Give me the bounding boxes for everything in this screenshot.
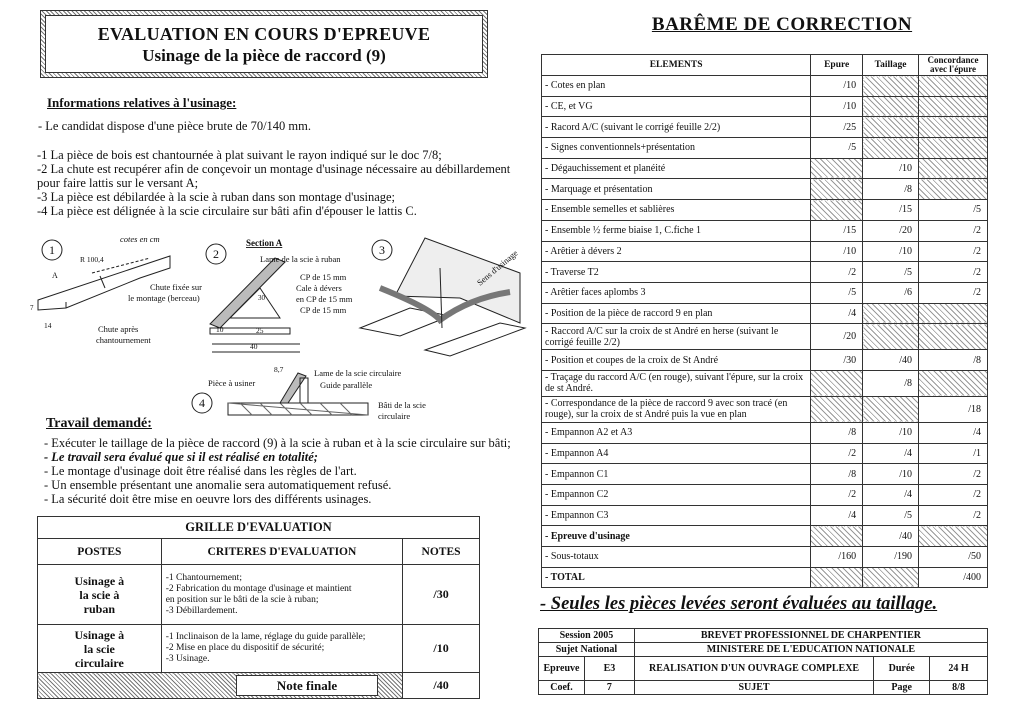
- bareme-taillage-cell: [863, 138, 919, 159]
- title-box: [40, 10, 488, 78]
- bareme-row: [542, 526, 988, 547]
- bareme-element: - Ensemble ½ ferme biaise 1, C.fiche 1: [542, 220, 811, 241]
- bareme-taillage-cell: /190: [863, 547, 919, 568]
- bareme-taillage-cell: /15: [863, 200, 919, 221]
- bareme-epure-cell: [811, 200, 863, 221]
- fig4-dim: 8,7: [274, 365, 284, 374]
- concordance-line: avec l'épure: [929, 64, 977, 74]
- fig2-cp15b: CP de 15 mm: [300, 305, 347, 315]
- title-line-1: EVALUATION EN COURS D'EPREUVE: [97, 24, 431, 44]
- bareme-epure-cell: /10: [811, 241, 863, 262]
- bareme-epure-cell: [811, 179, 863, 200]
- bareme-epure-cell: /20: [811, 324, 863, 350]
- bareme-element: - TOTAL: [542, 567, 811, 588]
- poste-line: la scie: [83, 641, 115, 656]
- bareme-title: BARÊME DE CORRECTION: [651, 14, 913, 35]
- fig2-cp15: CP de 15 mm: [300, 272, 347, 282]
- fig4-number: 4: [199, 396, 205, 410]
- infos-heading: Informations relatives à l'usinage:: [47, 95, 237, 110]
- footer-table: [538, 628, 988, 695]
- bareme-row: [542, 76, 988, 97]
- infos-step: pour faire lattis sur le versant A;: [37, 176, 199, 190]
- grille-note: /10: [403, 625, 480, 673]
- fig1-dim-7: 7: [30, 304, 34, 312]
- footer-page: 8/8: [930, 681, 988, 695]
- fig4-bati2: circulaire: [378, 411, 411, 421]
- bareme-element: - Arêtier à dévers 2: [542, 241, 811, 262]
- critere-line: -3 Débillardement.: [165, 605, 238, 616]
- travail-item: - Le montage d'usinage doit être réalisé dans les règles de l'art.: [44, 464, 357, 478]
- bareme-taillage-cell: /10: [863, 464, 919, 485]
- fig1-chute-apres: Chute après: [98, 324, 139, 334]
- bareme-conc-cell: [919, 138, 988, 159]
- bareme-row: [542, 241, 988, 262]
- critere-line: -3 Usinage.: [165, 654, 210, 664]
- grille-note: /30: [403, 565, 480, 625]
- poste-line: la scie à: [79, 587, 120, 602]
- bareme-epure-cell: [811, 567, 863, 588]
- bareme-taillage-cell: /10: [863, 422, 919, 443]
- poste-line: ruban: [83, 601, 116, 616]
- bareme-taillage-cell: /5: [863, 262, 919, 283]
- travail-list: [44, 436, 534, 506]
- bareme-element: - Dégauchissement et planéité: [542, 158, 811, 179]
- fig1-chantournement: chantournement: [96, 335, 151, 345]
- fig2-dim30: 30: [258, 294, 265, 302]
- bareme-row: [542, 485, 988, 506]
- travail-item: - Le travail sera évalué que si il est réalisé en totalité;: [44, 450, 318, 464]
- bareme-taillage-cell: [863, 303, 919, 324]
- grille-title: GRILLE D'EVALUATION: [38, 517, 480, 539]
- bareme-row: [542, 96, 988, 117]
- footer-page-label: Page: [874, 681, 930, 695]
- footer-ministere: MINISTERE DE L'EDUCATION NATIONALE: [634, 643, 987, 657]
- bareme-conc-cell: /4: [919, 422, 988, 443]
- bareme-epure-cell: /2: [811, 443, 863, 464]
- bareme-row: [542, 464, 988, 485]
- poste-line: circulaire: [74, 655, 124, 670]
- bareme-element: - Sous-totaux: [542, 547, 811, 568]
- fig1-dim-14: 14: [44, 321, 52, 330]
- grille-final-row: [38, 673, 403, 699]
- infos-steps: [37, 148, 527, 218]
- footer-session: Session 2005: [539, 629, 635, 643]
- bareme-taillage-cell: [863, 324, 919, 350]
- bareme-conc-cell: /2: [919, 241, 988, 262]
- bareme-epure-cell: /8: [811, 422, 863, 443]
- bareme-element: - Marquage et présentation: [542, 179, 811, 200]
- bareme-taillage-cell: /10: [863, 158, 919, 179]
- infos-step: -4 La pièce est délignée à la scie circulaire sur bâti afin d'épouser le lattis C.: [37, 204, 417, 218]
- bareme-epure-cell: /2: [811, 485, 863, 506]
- figure-3: [360, 238, 525, 356]
- bareme-conc-cell: [919, 324, 988, 350]
- fig1-radius: R 100,4: [80, 255, 104, 264]
- bareme-epure-cell: /5: [811, 282, 863, 303]
- footer-epreuve-label: Epreuve: [539, 657, 585, 681]
- bareme-conc-cell: /2: [919, 220, 988, 241]
- fig1-montage: le montage (berceau): [128, 293, 200, 303]
- bareme-row: [542, 547, 988, 568]
- bareme-element: - Raccord A/C sur la croix de st André en herse (suivant le corrigé feuille 2/2): [542, 324, 811, 350]
- footer-duree-label: Durée: [874, 657, 930, 681]
- bareme-conc-cell: [919, 158, 988, 179]
- bareme-epure-cell: [811, 370, 863, 396]
- fig1-label-a: A: [52, 271, 58, 280]
- figure-1: [30, 234, 202, 345]
- grille-col-criteres: CRITERES D'EVALUATION: [161, 539, 402, 565]
- bareme-element: - CE, et VG: [542, 96, 811, 117]
- fig2-cale2: en CP de 15 mm: [296, 294, 353, 304]
- bareme-taillage-cell: [863, 396, 919, 422]
- bareme-epure-cell: /8: [811, 464, 863, 485]
- bareme-epure-cell: /10: [811, 96, 863, 117]
- bareme-taillage-cell: /8: [863, 370, 919, 396]
- grille-col-notes: NOTES: [403, 539, 480, 565]
- bareme-epure-cell: /4: [811, 303, 863, 324]
- grille-row: [38, 625, 480, 673]
- footer-epreuve: E3: [584, 657, 634, 681]
- bareme-element: - Arêtier faces aplombs 3: [542, 282, 811, 303]
- bareme-epure-cell: [811, 526, 863, 547]
- footer-sujet-national: Sujet National: [539, 643, 635, 657]
- bareme-note: - Seules les pièces levées seront évaluées au taillage.: [540, 594, 938, 614]
- bareme-conc-cell: [919, 526, 988, 547]
- poste-line: Usinage à: [74, 573, 125, 588]
- critere-line: -1 Chantournement;: [165, 572, 242, 583]
- bareme-row: [542, 505, 988, 526]
- bareme-element: - Empannon C3: [542, 505, 811, 526]
- bareme-epure-cell: /5: [811, 138, 863, 159]
- bareme-epure-cell: [811, 396, 863, 422]
- bareme-taillage-cell: /4: [863, 443, 919, 464]
- bareme-conc-cell: /2: [919, 505, 988, 526]
- fig2-number: 2: [213, 247, 219, 261]
- travail-item: - La sécurité doit être mise en oeuvre lors des différents usinages.: [44, 492, 372, 506]
- fig2-section: Section A: [246, 238, 283, 248]
- footer-sujet: SUJET: [634, 681, 873, 695]
- travail-item: - Un ensemble présentant une anomalie sera automatiquement refusé.: [44, 478, 392, 492]
- bareme-taillage-cell: [863, 76, 919, 97]
- critere-line: -1 Inclinaison de la lame, réglage du guide parallèle;: [165, 632, 366, 642]
- fig3-sens: Sens d'usinage: [474, 247, 520, 288]
- grille-criteres: [161, 625, 402, 673]
- bareme-row: [542, 179, 988, 200]
- figure-2: [206, 238, 353, 352]
- travail-item: - Exécuter le taillage de la pièce de raccord (9) à la scie à ruban et à la scie circulaire sur bâti;: [44, 436, 511, 450]
- footer-coef-label: Coef.: [539, 681, 585, 695]
- critere-line: en position sur le bâti de la scie à ruban;: [165, 594, 319, 605]
- bareme-col-elements: ELEMENTS: [542, 55, 811, 76]
- bareme-element: - Ensemble semelles et sablières: [542, 200, 811, 221]
- bareme-epure-cell: /2: [811, 262, 863, 283]
- fig1-cotes: cotes en cm: [120, 234, 160, 244]
- fig4-piece: Pièce à usiner: [208, 378, 256, 388]
- grille-poste: [38, 565, 162, 625]
- fig2-dim10: 10: [216, 325, 224, 334]
- bareme-conc-cell: /5: [919, 200, 988, 221]
- critere-line: -2 Fabrication du montage d'usinage et maintient: [165, 583, 352, 594]
- bareme-taillage-cell: [863, 117, 919, 138]
- footer-brevet: BREVET PROFESSIONNEL DE CHARPENTIER: [634, 629, 987, 643]
- bareme-epure-cell: [811, 158, 863, 179]
- bareme-conc-cell: /2: [919, 262, 988, 283]
- critere-line: -2 Mise en place du dispositif de sécurité;: [165, 643, 325, 653]
- bareme-conc-cell: /50: [919, 547, 988, 568]
- bareme-row: [542, 396, 988, 422]
- grille-poste: [38, 625, 162, 673]
- fig4-lame: Lame de la scie circulaire: [314, 368, 402, 378]
- bareme-row: [542, 303, 988, 324]
- bareme-conc-cell: /8: [919, 350, 988, 371]
- bareme-element: - Racord A/C (suivant le corrigé feuille 2/2): [542, 117, 811, 138]
- bareme-element: - Traçage du raccord A/C (en rouge), suivant l'épure, sur la croix de st André.: [542, 370, 811, 396]
- bareme-conc-cell: [919, 179, 988, 200]
- grille-criteres: [161, 565, 402, 625]
- fig2-dim40: 40: [250, 342, 258, 351]
- bareme-element: - Position de la pièce de raccord 9 en plan: [542, 303, 811, 324]
- bareme-epure-cell: /160: [811, 547, 863, 568]
- bareme-row: [542, 324, 988, 350]
- bareme-conc-cell: /18: [919, 396, 988, 422]
- bareme-row: [542, 158, 988, 179]
- fig2-cale1: Cale à dévers: [296, 283, 342, 293]
- bareme-row: [542, 350, 988, 371]
- footer-duree: 24 H: [930, 657, 988, 681]
- bareme-taillage-cell: [863, 567, 919, 588]
- bareme-table: [541, 54, 988, 588]
- fig4-guide: Guide parallèle: [320, 380, 373, 390]
- bareme-taillage-cell: /5: [863, 505, 919, 526]
- fig3-number: 3: [379, 243, 385, 257]
- bareme-element: - Correspondance de la pièce de raccord 9 avec son tracé (en rouge), sur la croix de st André puis la vue en plan: [542, 396, 811, 422]
- grille-final-note: /40: [403, 673, 480, 699]
- bareme-epure-cell: /25: [811, 117, 863, 138]
- bareme-conc-cell: /400: [919, 567, 988, 588]
- concordance-line: Concordance: [927, 55, 979, 65]
- bareme-conc-cell: [919, 96, 988, 117]
- bareme-conc-cell: /2: [919, 282, 988, 303]
- bareme-taillage-cell: /8: [863, 179, 919, 200]
- bareme-conc-cell: /1: [919, 443, 988, 464]
- bareme-element: - Empannon A4: [542, 443, 811, 464]
- bareme-row: [542, 443, 988, 464]
- bareme-epure-cell: /30: [811, 350, 863, 371]
- bareme-taillage-cell: /40: [863, 350, 919, 371]
- fig4-bati1: Bâti de la scie: [378, 400, 426, 410]
- bareme-element: - Traverse T2: [542, 262, 811, 283]
- bareme-row: [542, 422, 988, 443]
- bareme-element: - Position et coupes de la croix de St André: [542, 350, 811, 371]
- bareme-taillage-cell: /4: [863, 485, 919, 506]
- infos-step: -3 La pièce est débilardée à la scie à ruban dans son montage d'usinage;: [37, 190, 396, 204]
- grille-final-label: Note finale: [236, 675, 378, 696]
- bareme-row: [542, 117, 988, 138]
- footer-coef: 7: [584, 681, 634, 695]
- title-line-2: Usinage de la pièce de raccord (9): [142, 46, 386, 65]
- fig1-chute-fixee: Chute fixée sur: [150, 282, 202, 292]
- bareme-col-taillage: Taillage: [863, 55, 919, 76]
- bareme-conc-cell: [919, 303, 988, 324]
- bareme-element: - Empannon C2: [542, 485, 811, 506]
- travail-heading: Travail demandé:: [46, 416, 152, 431]
- bareme-row: [542, 200, 988, 221]
- bareme-taillage-cell: /10: [863, 241, 919, 262]
- bareme-row: [542, 262, 988, 283]
- bareme-taillage-cell: /6: [863, 282, 919, 303]
- bareme-taillage-cell: /40: [863, 526, 919, 547]
- fig1-number: 1: [49, 243, 55, 257]
- bareme-epure-cell: /10: [811, 76, 863, 97]
- bareme-epure-cell: /15: [811, 220, 863, 241]
- bareme-element: - Signes conventionnels+présentation: [542, 138, 811, 159]
- bareme-element: - Empannon A2 et A3: [542, 422, 811, 443]
- fig2-lame: Lame de la scie à ruban: [260, 254, 341, 264]
- bareme-row: [542, 567, 988, 588]
- fig2-dim25: 25: [256, 326, 264, 335]
- bareme-conc-cell: /2: [919, 464, 988, 485]
- bareme-taillage-cell: [863, 96, 919, 117]
- bareme-col-epure: Epure: [811, 55, 863, 76]
- footer-realisation: REALISATION D'UN OUVRAGE COMPLEXE: [634, 657, 873, 681]
- usinage-figures: [30, 228, 530, 428]
- bareme-conc-cell: [919, 76, 988, 97]
- poste-line: Usinage à: [74, 627, 125, 642]
- infos-candidate: - Le candidat dispose d'une pièce brute de 70/140 mm.: [38, 119, 312, 133]
- bareme-conc-cell: [919, 370, 988, 396]
- figure-4: [192, 365, 426, 421]
- bareme-row: [542, 138, 988, 159]
- bareme-conc-cell: /2: [919, 485, 988, 506]
- bareme-element: - Epreuve d'usinage: [542, 526, 811, 547]
- bareme-col-concordance: [919, 55, 988, 76]
- bareme-taillage-cell: /20: [863, 220, 919, 241]
- infos-step: -2 La chute est recupérer afin de conçevoir un montage d'usinage nécessaire au débillardement: [37, 162, 511, 176]
- bareme-element: - Empannon C1: [542, 464, 811, 485]
- infos-step: -1 La pièce de bois est chantournée à plat suivant le rayon indiqué sur le doc 7/8;: [37, 148, 442, 162]
- grille-col-postes: POSTES: [38, 539, 162, 565]
- bareme-epure-cell: /4: [811, 505, 863, 526]
- bareme-row: [542, 220, 988, 241]
- bareme-conc-cell: [919, 117, 988, 138]
- bareme-row: [542, 282, 988, 303]
- grille-evaluation: [37, 516, 480, 699]
- bareme-row: [542, 370, 988, 396]
- grille-row: [38, 565, 480, 625]
- bareme-element: - Cotes en plan: [542, 76, 811, 97]
